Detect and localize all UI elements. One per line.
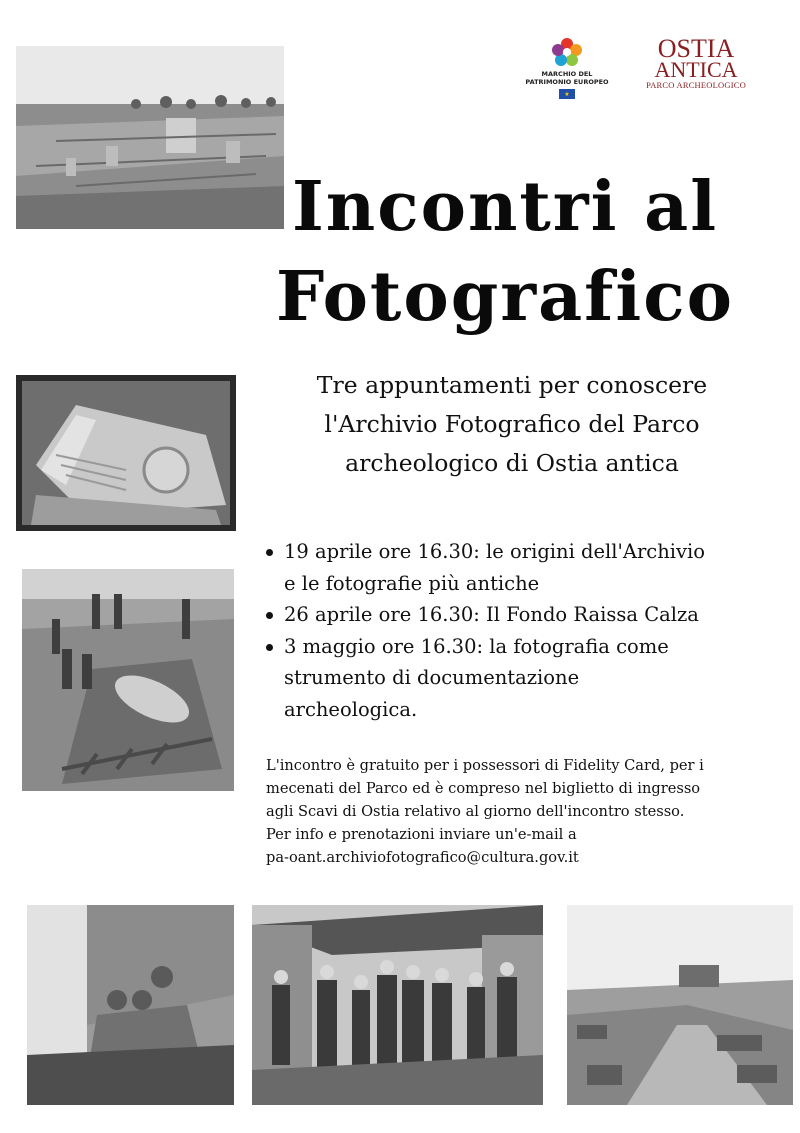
event-3-line1: 3 maggio ore 16.30: la fotografia come bbox=[284, 634, 669, 658]
ostia-logo-line2: ANTICA bbox=[654, 57, 738, 82]
event-item bbox=[284, 631, 794, 726]
ostia-logo-line3: PARCO ARCHEOLOGICO bbox=[646, 80, 746, 90]
ehl-label-line2: PATRIMONIO EUROPEO bbox=[525, 78, 609, 86]
photo-workers-group bbox=[252, 905, 543, 1105]
event-1-line1: 19 aprile ore 16.30: le origini dell'Archivio bbox=[284, 540, 706, 563]
ehl-label-line1: MARCHIO DEL bbox=[541, 70, 593, 78]
event-item bbox=[284, 536, 794, 599]
info-line4: Per info e prenotazioni inviare un'e-mail a bbox=[266, 826, 577, 843]
info-paragraph bbox=[266, 754, 786, 869]
title-line2: Fotografico bbox=[276, 257, 734, 337]
ostia-antica-logo bbox=[646, 34, 746, 90]
page-title bbox=[230, 162, 780, 342]
event-3-line3: archeologica. bbox=[284, 697, 418, 721]
subtitle-line3: archeologico di Ostia antica bbox=[345, 449, 679, 477]
event-2-line1: 26 aprile ore 16.30: Il Fondo Raissa Calza bbox=[284, 603, 699, 626]
title-line1: Incontri al bbox=[291, 167, 719, 247]
eu-flag-icon: ★ bbox=[559, 89, 575, 99]
ostia-logo-line1: OSTIA bbox=[657, 34, 735, 63]
photo-sarcophagus bbox=[16, 375, 236, 531]
photo-ruins-landscape bbox=[567, 905, 793, 1105]
event-3-line2: strumento di documentazione bbox=[284, 666, 580, 689]
european-heritage-label-logo bbox=[524, 36, 610, 99]
info-line2: mecenati del Parco ed è compreso nel biglietto di ingresso bbox=[266, 780, 701, 797]
events-list bbox=[262, 536, 794, 725]
subtitle-line1: Tre appuntamenti per conoscere bbox=[316, 371, 708, 399]
contact-email: pa-oant.archiviofotografico@cultura.gov.it bbox=[266, 849, 579, 866]
flower-icon bbox=[549, 36, 585, 68]
photo-interior-figures bbox=[27, 905, 234, 1105]
subtitle bbox=[262, 366, 762, 483]
subtitle-line2: l'Archivio Fotografico del Parco bbox=[324, 410, 700, 438]
info-line1: L'incontro è gratuito per i possessori di Fidelity Card, per i bbox=[266, 757, 704, 774]
info-line3: agli Scavi di Ostia relativo al giorno dell'incontro stesso. bbox=[266, 803, 685, 820]
event-1-line2: e le fotografie più antiche bbox=[284, 571, 540, 595]
photo-boat-excavation bbox=[22, 569, 234, 791]
event-item bbox=[284, 599, 794, 631]
